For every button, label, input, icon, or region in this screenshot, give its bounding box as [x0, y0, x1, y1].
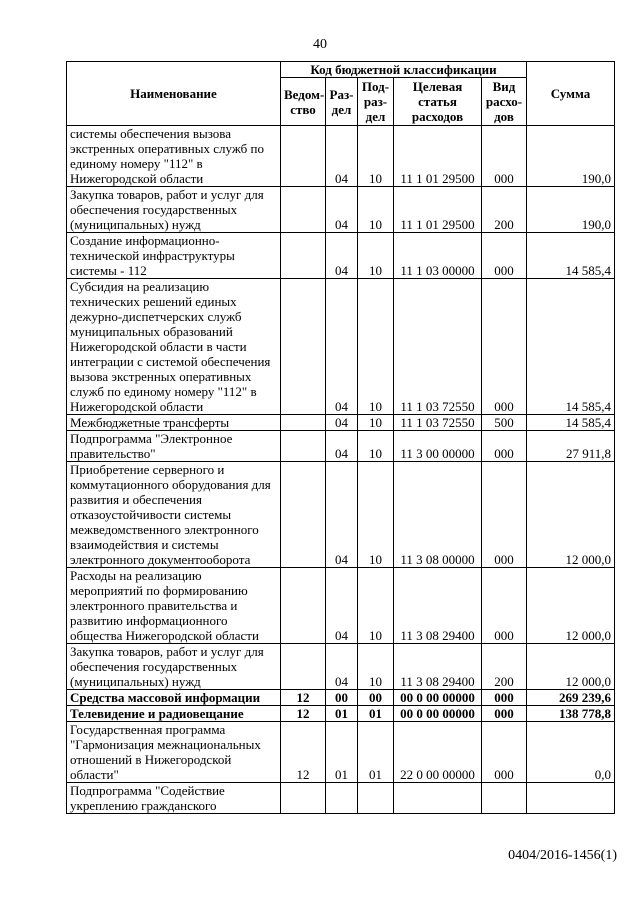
row-razdel-cell: 04 — [326, 233, 358, 279]
table-row — [67, 690, 615, 706]
table-row — [67, 233, 615, 279]
table-row — [67, 568, 615, 644]
row-vedomstvo-cell — [281, 233, 326, 279]
row-razdel-cell: 00 — [326, 690, 358, 706]
row-podrazdel-cell: 10 — [358, 462, 394, 568]
row-sum-cell: 12 000,0 — [527, 644, 615, 690]
row-vedomstvo-cell — [281, 187, 326, 233]
row-podrazdel-cell: 10 — [358, 431, 394, 462]
row-name-cell: Межбюджетные трансферты — [67, 415, 281, 431]
row-name-cell: Расходы на реализацию мероприятий по формированию электронного правительства и развитию информационного общества Нижегородской области — [67, 568, 281, 644]
row-vedomstvo-cell — [281, 568, 326, 644]
row-razdel-cell — [326, 783, 358, 814]
row-expense-type-cell: 000 — [482, 279, 527, 415]
row-podrazdel-cell: 01 — [358, 706, 394, 722]
row-vedomstvo-cell: 12 — [281, 690, 326, 706]
row-target-article-cell: 00 0 00 00000 — [394, 706, 482, 722]
row-expense-type-cell: 000 — [482, 462, 527, 568]
row-expense-type-cell: 000 — [482, 233, 527, 279]
row-sum-cell: 269 239,6 — [527, 690, 615, 706]
row-target-article-cell: 22 0 00 00000 — [394, 722, 482, 783]
header-target-article: Целевая статья расходов — [394, 78, 482, 126]
row-vedomstvo-cell — [281, 644, 326, 690]
table-row — [67, 783, 615, 814]
row-podrazdel-cell: 10 — [358, 233, 394, 279]
row-target-article-cell: 11 3 08 29400 — [394, 644, 482, 690]
row-sum-cell: 190,0 — [527, 126, 615, 187]
row-podrazdel-cell: 10 — [358, 644, 394, 690]
header-expense-type: Вид расхо-дов — [482, 78, 527, 126]
row-target-article-cell: 00 0 00 00000 — [394, 690, 482, 706]
row-expense-type-cell: 200 — [482, 644, 527, 690]
row-target-article-cell — [394, 783, 482, 814]
header-vedomstvo: Ведом-ство — [281, 78, 326, 126]
row-podrazdel-cell: 00 — [358, 690, 394, 706]
table-row — [67, 279, 615, 415]
table-row — [67, 644, 615, 690]
row-name-cell: системы обеспечения вызова экстренных оперативных служб по единому номеру "112" в Нижегородской области — [67, 126, 281, 187]
header-name: Наименование — [67, 62, 281, 126]
row-name-cell: Подпрограмма "Содействие укреплению гражданского — [67, 783, 281, 814]
table-row — [67, 722, 615, 783]
row-sum-cell: 14 585,4 — [527, 279, 615, 415]
row-vedomstvo-cell — [281, 126, 326, 187]
row-expense-type-cell: 200 — [482, 187, 527, 233]
table-row — [67, 187, 615, 233]
row-sum-cell — [527, 783, 615, 814]
row-target-article-cell: 11 3 08 29400 — [394, 568, 482, 644]
header-sum: Сумма — [527, 62, 615, 126]
row-podrazdel-cell: 10 — [358, 126, 394, 187]
row-target-article-cell: 11 1 03 72550 — [394, 415, 482, 431]
header-razdel: Раз-дел — [326, 78, 358, 126]
row-razdel-cell: 04 — [326, 568, 358, 644]
table-row — [67, 706, 615, 722]
row-podrazdel-cell — [358, 783, 394, 814]
table-row — [67, 415, 615, 431]
row-podrazdel-cell: 10 — [358, 279, 394, 415]
row-podrazdel-cell: 10 — [358, 415, 394, 431]
row-target-article-cell: 11 3 08 00000 — [394, 462, 482, 568]
row-razdel-cell: 04 — [326, 187, 358, 233]
row-name-cell: Субсидия на реализацию технических решений единых дежурно-диспетчерских служб муниципальных образований Нижегородской области в части интеграции с системой обеспечения вызова экстренных оперативных служб по единому номеру "112" в Нижегородской области — [67, 279, 281, 415]
row-name-cell: Приобретение серверного и коммутационного оборудования для развития и обеспечения отказоустойчивости системы межведомственного электронного взаимодействия и системы электронного документооборота — [67, 462, 281, 568]
row-razdel-cell: 04 — [326, 462, 358, 568]
row-expense-type-cell — [482, 783, 527, 814]
row-razdel-cell: 04 — [326, 415, 358, 431]
row-sum-cell: 190,0 — [527, 187, 615, 233]
row-podrazdel-cell: 10 — [358, 187, 394, 233]
row-expense-type-cell: 000 — [482, 126, 527, 187]
row-sum-cell: 12 000,0 — [527, 568, 615, 644]
row-expense-type-cell: 000 — [482, 690, 527, 706]
page-number: 40 — [313, 37, 327, 52]
table-row — [67, 462, 615, 568]
row-sum-cell: 14 585,4 — [527, 233, 615, 279]
row-sum-cell: 12 000,0 — [527, 462, 615, 568]
row-sum-cell: 0,0 — [527, 722, 615, 783]
header-podrazdel: Под-раз-дел — [358, 78, 394, 126]
row-expense-type-cell: 000 — [482, 431, 527, 462]
row-name-cell: Государственная программа "Гармонизация межнациональных отношений в Нижегородской области" — [67, 722, 281, 783]
row-name-cell: Закупка товаров, работ и услуг для обеспечения государственных (муниципальных) нужд — [67, 644, 281, 690]
row-vedomstvo-cell: 12 — [281, 706, 326, 722]
row-sum-cell: 138 778,8 — [527, 706, 615, 722]
row-vedomstvo-cell — [281, 783, 326, 814]
row-target-article-cell: 11 3 00 00000 — [394, 431, 482, 462]
row-vedomstvo-cell — [281, 431, 326, 462]
row-target-article-cell: 11 1 01 29500 — [394, 126, 482, 187]
row-vedomstvo-cell — [281, 279, 326, 415]
row-razdel-cell: 04 — [326, 644, 358, 690]
document-code: 0404/2016-1456(1) — [508, 848, 617, 863]
row-razdel-cell: 01 — [326, 722, 358, 783]
row-expense-type-cell: 500 — [482, 415, 527, 431]
row-expense-type-cell: 000 — [482, 568, 527, 644]
row-razdel-cell: 04 — [326, 279, 358, 415]
row-razdel-cell: 04 — [326, 126, 358, 187]
row-razdel-cell: 01 — [326, 706, 358, 722]
header-classification-group: Код бюджетной классификации — [281, 62, 527, 78]
row-vedomstvo-cell — [281, 462, 326, 568]
table-body — [67, 126, 615, 814]
row-target-article-cell: 11 1 01 29500 — [394, 187, 482, 233]
row-name-cell: Закупка товаров, работ и услуг для обеспечения государственных (муниципальных) нужд — [67, 187, 281, 233]
row-expense-type-cell: 000 — [482, 706, 527, 722]
row-target-article-cell: 11 1 03 72550 — [394, 279, 482, 415]
row-sum-cell: 27 911,8 — [527, 431, 615, 462]
row-name-cell: Телевидение и радиовещание — [67, 706, 281, 722]
row-razdel-cell: 04 — [326, 431, 358, 462]
table-row — [67, 126, 615, 187]
row-podrazdel-cell: 10 — [358, 568, 394, 644]
row-expense-type-cell: 000 — [482, 722, 527, 783]
budget-table — [66, 61, 615, 814]
row-vedomstvo-cell: 12 — [281, 722, 326, 783]
row-name-cell: Создание информационно-технической инфраструктуры системы - 112 — [67, 233, 281, 279]
row-vedomstvo-cell — [281, 415, 326, 431]
row-sum-cell: 14 585,4 — [527, 415, 615, 431]
row-name-cell: Подпрограмма "Электронное правительство" — [67, 431, 281, 462]
row-name-cell: Средства массовой информации — [67, 690, 281, 706]
table-row — [67, 431, 615, 462]
row-podrazdel-cell: 01 — [358, 722, 394, 783]
row-target-article-cell: 11 1 03 00000 — [394, 233, 482, 279]
